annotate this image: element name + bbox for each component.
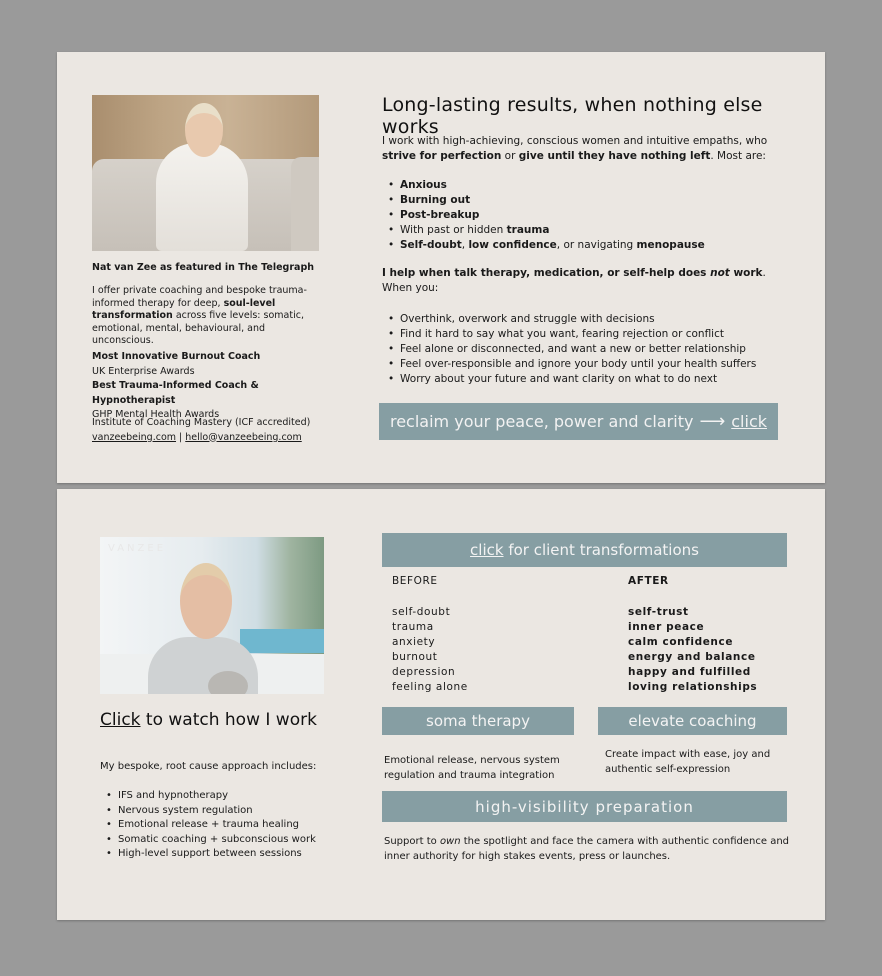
list-item: • Self-doubt, low confidence, or navigating menopause	[382, 238, 782, 253]
list-item: • Anxious	[382, 178, 782, 193]
photo-figure	[156, 143, 248, 251]
transform-label: for client transformations	[508, 541, 699, 559]
high-visibility-description	[384, 834, 794, 864]
slide-1	[57, 52, 825, 483]
list-item: anxiety	[392, 635, 436, 648]
p1-text: I work with high-achieving, conscious women and intuitive empaths, who	[382, 135, 768, 147]
photo-head	[180, 563, 232, 639]
watch-video-line	[100, 710, 317, 730]
reclaim-cta-button[interactable]	[379, 403, 778, 440]
audience-paragraph	[382, 134, 782, 164]
awards-block	[92, 350, 327, 423]
struggle-list	[382, 312, 792, 387]
photo-sofa-arm	[291, 157, 319, 251]
list-item: self-trust	[628, 606, 689, 618]
cta-label: reclaim your peace, power and clarity	[389, 412, 694, 431]
high-visibility-button[interactable]: high-visibility preparation	[382, 791, 787, 822]
list-item: trauma	[392, 620, 434, 633]
list-item: • Worry about your future and want clarity on what to do next	[382, 372, 792, 387]
symptom-list	[382, 178, 782, 253]
list-item: depression	[392, 665, 456, 678]
intro-text-end: across five levels: somatic, emotional, mental, behavioural, and unconscious.	[92, 310, 304, 346]
list-item: • High-level support between sessions	[100, 847, 340, 862]
before-header: BEFORE	[392, 575, 438, 587]
list-item: • Emotional release + trauma healing	[100, 818, 340, 833]
award-1-org: UK Enterprise Awards	[92, 365, 195, 377]
p2-italic: not	[710, 267, 730, 279]
institute-text: Institute of Coaching Mastery (ICF accredited)	[92, 417, 311, 428]
p2-bold-end: work	[729, 267, 763, 279]
credentials-block	[92, 416, 327, 445]
watch-click-link[interactable]: Click	[100, 710, 141, 730]
elevate-description: Create impact with ease, joy and authentic self-expression	[605, 749, 771, 775]
after-header: AFTER	[628, 575, 669, 587]
page-title: Long-lasting results, when nothing else works	[382, 94, 763, 138]
p1-text-2: or	[501, 150, 519, 162]
list-item: • Nervous system regulation	[100, 804, 340, 819]
microphone-icon	[208, 671, 248, 694]
p2-when: When you:	[382, 282, 439, 294]
link-separator: |	[176, 431, 186, 443]
approach-list	[100, 789, 340, 862]
video-thumbnail[interactable]	[100, 537, 324, 694]
hv-italic: own	[439, 836, 461, 847]
intro-paragraph	[92, 285, 322, 348]
list-item: happy and fulfilled	[628, 665, 751, 678]
p2-bold: I help when talk therapy, medication, or self-help does	[382, 267, 711, 279]
photo-caption: Nat van Zee as featured in The Telegraph	[92, 262, 315, 273]
list-item: • Overthink, overwork and struggle with decisions	[382, 312, 792, 327]
list-item: • Burning out	[382, 193, 782, 208]
before-column	[392, 575, 468, 694]
watch-text: to watch how I work	[140, 710, 317, 730]
portrait-photo	[92, 95, 319, 251]
list-item: • IFS and hypnotherapy	[100, 789, 340, 804]
list-item: energy and balance	[628, 650, 756, 663]
email-link[interactable]: hello@vanzeebeing.com	[185, 431, 302, 443]
help-paragraph	[382, 266, 782, 296]
award-2-org: GHP Mental Health Awards	[92, 409, 220, 420]
list-item: self-doubt	[392, 606, 451, 618]
p1-bold-1: strive for perfection	[382, 150, 502, 162]
list-item: • Feel alone or disconnected, and want a new or better relationship	[382, 342, 792, 357]
hv-text: Support to	[384, 836, 440, 847]
brand-watermark: VANZEE	[108, 543, 167, 554]
list-item: • With past or hidden trauma	[382, 223, 782, 238]
list-item: • Somatic coaching + subconscious work	[100, 833, 340, 848]
list-item: inner peace	[628, 620, 705, 633]
client-transformations-button[interactable]	[382, 533, 787, 567]
p1-bold-2: give until they have nothing left	[518, 150, 711, 162]
after-column	[628, 575, 757, 694]
list-item: calm confidence	[628, 635, 734, 648]
list-item: feeling alone	[392, 680, 468, 693]
cta-click-link[interactable]: click	[731, 412, 767, 431]
p2-period: .	[762, 267, 766, 279]
soma-description: Emotional release, nervous system regulation and trauma integration	[384, 755, 560, 781]
award-1-title: Most Innovative Burnout Coach	[92, 351, 261, 362]
intro-bold: soul-level transformation	[92, 297, 276, 321]
slide-2	[57, 489, 825, 920]
website-link[interactable]: vanzeebeing.com	[92, 431, 177, 443]
list-item: • Feel over-responsible and ignore your body until your health suffers	[382, 357, 792, 372]
award-2-title: Best Trauma-Informed Coach & Hypnotherapist	[92, 380, 259, 406]
intro-text: I offer private coaching and bespoke trauma-informed therapy for deep,	[92, 285, 307, 309]
list-item: burnout	[392, 650, 438, 663]
p1-text-3: . Most are:	[710, 150, 766, 162]
arrow-right-icon: ⟶	[699, 411, 726, 432]
elevate-coaching-button[interactable]: elevate coaching	[598, 707, 787, 735]
photo-pool	[240, 629, 324, 653]
transform-click-link[interactable]: click	[470, 541, 504, 559]
approach-intro: My bespoke, root cause approach includes:	[100, 761, 317, 772]
list-item: • Post-breakup	[382, 208, 782, 223]
list-item: loving relationships	[628, 680, 758, 693]
soma-therapy-button[interactable]: soma therapy	[382, 707, 574, 735]
hv-text-end: the spotlight and face the camera with authentic confidence and inner authority for high stakes events, press or launches.	[384, 836, 790, 862]
list-item: • Find it hard to say what you want, fearing rejection or conflict	[382, 327, 792, 342]
photo-head	[185, 103, 223, 157]
